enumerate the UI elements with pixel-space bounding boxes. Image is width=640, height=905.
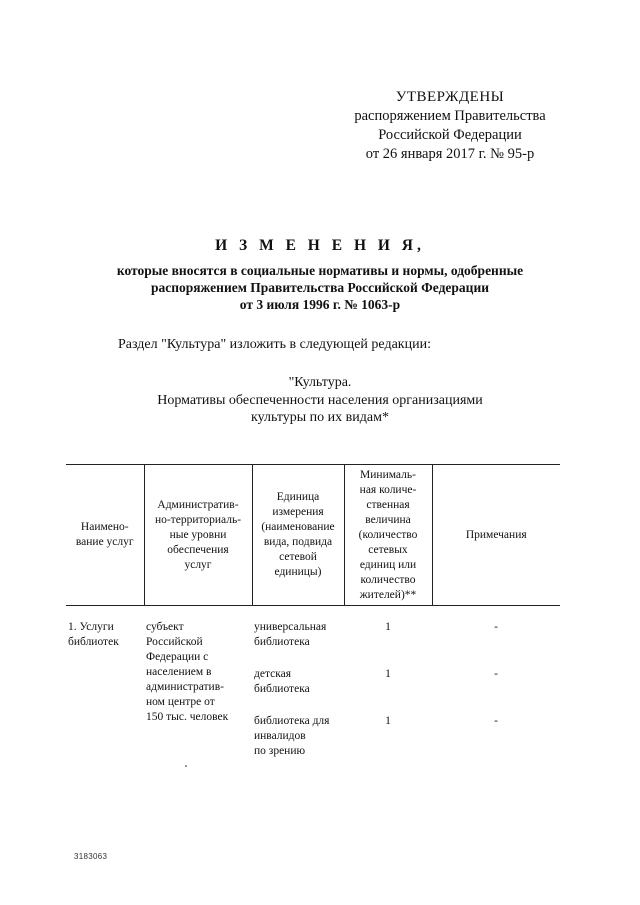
unit-universal-library: [254, 620, 342, 667]
cell-quantities: [344, 620, 432, 774]
unit-universal-library-text: универсальная библиотека: [254, 621, 327, 648]
culture-heading-line-3: культуры по их видам*: [251, 410, 389, 425]
note-children-library: -: [494, 668, 498, 680]
header-admin-levels: [144, 465, 252, 606]
header-unit-text: Единица измерения (наименование вида, подвида сетевой единицы): [261, 491, 335, 578]
unit-children-library: [254, 667, 342, 714]
changes-subtitle-line-3: от 3 июля 1996 г. № 1063-р: [239, 297, 401, 312]
approval-title: УТВЕРЖДЕНЫ: [395, 89, 505, 105]
culture-heading: [100, 374, 540, 427]
changes-subtitle-line-2: распоряжением Правительства Российской Федерации: [150, 280, 490, 295]
note-universal-library: -: [494, 621, 498, 633]
changes-subtitle-line-1: которые вносятся в социальные нормативы и нормы, одобренные: [116, 263, 524, 278]
approval-line-3: от 26 января 2017 г. № 95-р: [365, 146, 535, 162]
header-notes: [432, 465, 560, 606]
header-min-quantity: [344, 465, 432, 606]
changes-title: И З М Е Н Е Н И Я,: [215, 237, 425, 254]
document-code: 3183063: [74, 852, 108, 861]
approval-block: [330, 88, 570, 164]
section-intro: Раздел "Культура" изложить в следующей редакции:: [118, 337, 431, 352]
unit-blind-library-text: библиотека для инвалидов по зрению: [254, 715, 330, 757]
qty-universal-library: 1: [385, 621, 391, 633]
qty-blind-library: 1: [385, 715, 391, 727]
changes-subtitle: [60, 262, 580, 313]
table-header-row: [66, 465, 560, 606]
header-min-quantity-text: Минималь- ная количе- ственная величина (количество сетевых единиц или количество жителей)**: [358, 468, 418, 601]
qty-children-library: 1: [385, 668, 391, 680]
header-service-name: [66, 465, 144, 606]
approval-line-2: Российской Федерации: [378, 127, 522, 143]
header-admin-levels-text: Административ- но-территориаль- ные уровни обеспечения услуг: [154, 498, 242, 571]
culture-heading-line-1: "Культура.: [288, 375, 352, 390]
cell-notes: [432, 620, 560, 774]
cell-service: [66, 620, 144, 774]
cell-service-text: 1. Услуги библиотек: [68, 621, 119, 648]
header-unit: [252, 465, 344, 606]
scan-speck: [185, 765, 187, 767]
unit-children-library-text: детская библиотека: [254, 668, 310, 695]
norms-table: [66, 464, 560, 774]
culture-heading-line-2: Нормативы обеспеченности населения организациями: [157, 392, 483, 408]
note-blind-library: -: [494, 715, 498, 727]
cell-level: [144, 620, 252, 774]
approval-line-1: распоряжением Правительства: [354, 108, 546, 124]
cell-level-text: субъект Российской Федерации с населением в административ- ном центре от 150 тыс. человек: [146, 621, 229, 723]
table-row: [66, 620, 560, 774]
unit-blind-library: [254, 714, 342, 774]
header-service-name-text: Наимено- вание услуг: [75, 521, 134, 548]
cell-units: [252, 620, 344, 774]
header-notes-text: Примечания: [465, 528, 527, 541]
